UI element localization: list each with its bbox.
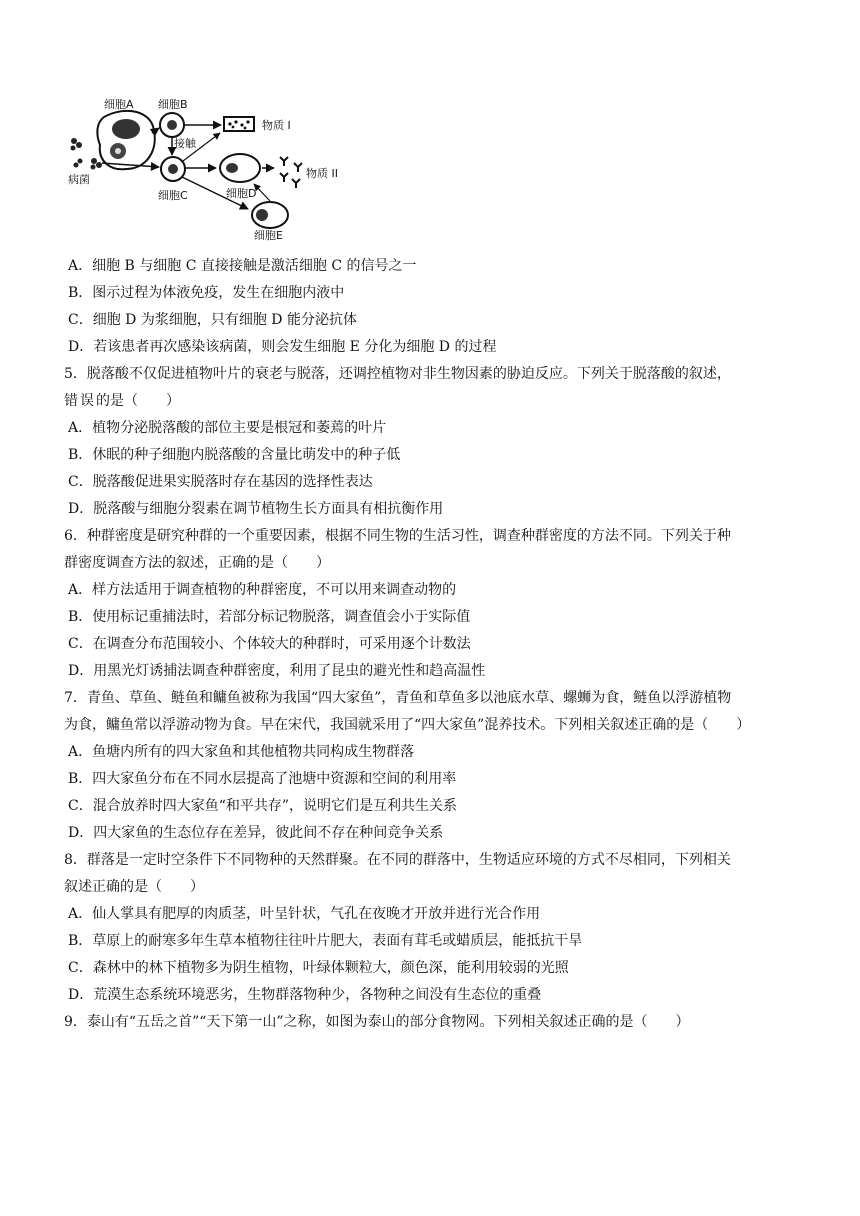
cell-c-label: 细胞C (158, 189, 188, 202)
cell-a (97, 111, 154, 169)
q8-option-d: D．荒漠生态系统环境恶劣，生物群落物种少，各物种之间没有生态位的重叠 (68, 987, 542, 1003)
substance-2-label: 物质 II (306, 167, 338, 180)
pathogen-label: 病菌 (68, 173, 90, 186)
cell-b-label: 细胞B (158, 98, 188, 111)
q7-option-a: A．鱼塘内所有的四大家鱼和其他植物共同构成生物群落 (68, 744, 415, 760)
q5-option-a: A．植物分泌脱落酸的部位主要是根冠和萎蔫的叶片 (68, 420, 387, 436)
q9-stem: 9．泰山有“五岳之首”“天下第一山”之称，如图为泰山的部分食物网。下列相关叙述正确的是（ ） (64, 1014, 690, 1030)
q8-stem-line2: 叙述正确的是（ ） (64, 879, 204, 895)
cell-a-label: 细胞A (104, 98, 134, 111)
substance-1-label: 物质 I (262, 119, 291, 132)
q6-option-d: D．用黑光灯诱捕法调查种群密度，利用了昆虫的避光性和趋高温性 (68, 663, 486, 679)
substance-1-block (224, 117, 254, 131)
cell-d (220, 154, 260, 182)
antibody-cluster (280, 157, 302, 188)
q6-option-c: C．在调查分布范围较小、个体较大的种群时，可采用逐个计数法 (68, 636, 471, 652)
q7-option-b: B．四大家鱼分布在不同水层提高了池塘中资源和空间的利用率 (68, 771, 457, 787)
q7-stem-line1: 7．青鱼、草鱼、鲢鱼和鳙鱼被称为我国“四大家鱼”，青鱼和草鱼多以池底水草、螺蛳为食，鲢鱼以浮游植物 (64, 690, 732, 706)
q4-option-a: A．细胞 B 与细胞 C 直接接触是激活细胞 C 的信号之一 (68, 258, 417, 274)
q4-option-c: C．细胞 D 为浆细胞，只有细胞 D 能分泌抗体 (68, 312, 357, 328)
q7-option-c: C．混合放养时四大家鱼“和平共存”，说明它们是互利共生关系 (68, 798, 458, 814)
q5-emphasis-word: 错误 (64, 393, 96, 409)
q7-option-d: D．四大家鱼的生态位存在差异，彼此间不存在种间竞争关系 (68, 825, 444, 841)
cell-b (160, 113, 184, 137)
cell-e-label: 细胞E (254, 229, 283, 242)
immune-response-diagram (66, 95, 366, 245)
q4-option-d: D．若该患者再次感染该病菌，则会发生细胞 E 分化为细胞 D 的过程 (68, 339, 497, 355)
cell-e (252, 202, 288, 228)
q6-stem-line1: 6．种群密度是研究种群的一个重要因素，根据不同生物的生活习性，调查种群密度的方法不同。下列关于种 (64, 528, 731, 544)
q5-option-c: C．脱落酸促进果实脱落时存在基因的选择性表达 (68, 474, 373, 490)
q6-stem-line2: 群密度调查方法的叙述，正确的是（ ） (64, 555, 330, 571)
cell-d-label: 细胞D (226, 187, 257, 200)
q5-option-b: B．休眠的种子细胞内脱落酸的含量比萌发中的种子低 (68, 447, 401, 463)
q5-stem-rest: 的是（ ） (96, 393, 180, 409)
q5-stem-line1: 5．脱落酸不仅促进植物叶片的衰老与脱落，还调控植物对非生物因素的胁迫反应。下列关于脱落酸的叙述， (64, 366, 731, 382)
contact-label: 接触 (174, 137, 196, 150)
q8-option-c: C．森林中的林下植物多为阴生植物，叶绿体颗粒大，颜色深，能利用较弱的光照 (68, 960, 569, 976)
pathogen-cluster (71, 138, 103, 170)
q8-stem-line1: 8．群落是一定时空条件下不同物种的天然群聚。在不同的群落中，生物适应环境的方式不尽相同，下列相关 (64, 852, 731, 868)
question-content (64, 253, 794, 1036)
q6-option-b: B．使用标记重捕法时，若部分标记物脱落，调查值会小于实际值 (68, 609, 471, 625)
cell-c (161, 157, 185, 181)
q5-stem-line2 (64, 388, 794, 415)
q7-stem-line2: 为食，鳙鱼常以浮游动物为食。早在宋代，我国就采用了“四大家鱼”混养技术。下列相关叙述正确的是（ ） (64, 717, 751, 733)
q8-option-a: A．仙人掌具有肥厚的肉质茎，叶呈针状，气孔在夜晚才开放并进行光合作用 (68, 906, 541, 922)
q4-option-b: B．图示过程为体液免疫，发生在细胞内液中 (68, 285, 345, 301)
q6-option-a: A．样方法适用于调查植物的种群密度，不可以用来调查动物的 (68, 582, 457, 598)
q5-option-d: D．脱落酸与细胞分裂素在调节植物生长方面具有相抗衡作用 (68, 501, 444, 517)
q8-option-b: B．草原上的耐寒多年生草本植物往往叶片肥大，表面有茸毛或蜡质层，能抵抗干旱 (68, 933, 583, 949)
